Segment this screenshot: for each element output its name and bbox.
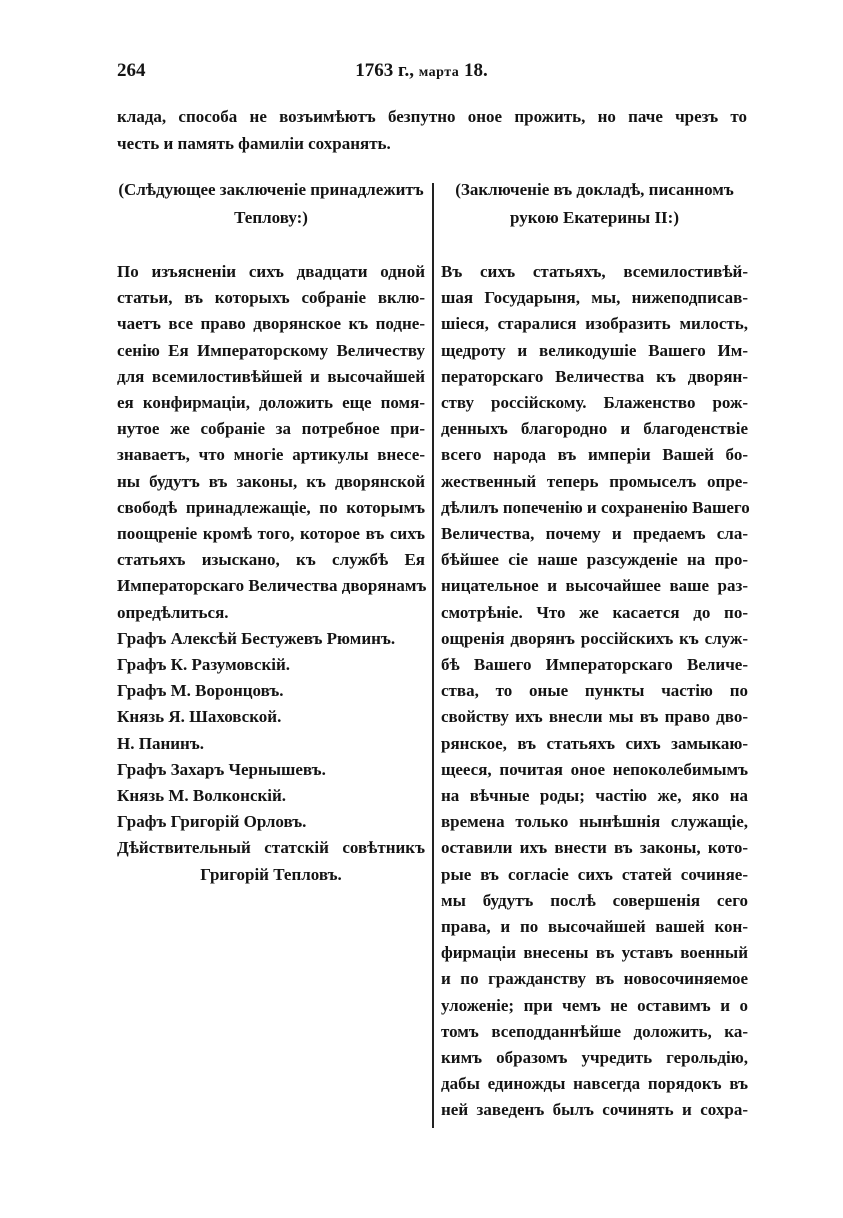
right-body-line: бѣ Вашего Императорскаго Величе-: [441, 655, 748, 674]
right-body-line: ператорскаго Величества къ дворян-: [441, 367, 748, 386]
right-body-line: шая Государыня, мы, нижеподписав-: [441, 288, 748, 307]
right-body-line: жественный теперь промыселъ опре-: [441, 472, 748, 491]
right-body-line: фирмацiи внесены въ уставъ военный: [441, 943, 748, 962]
right-body-line: на вѣчные роды; частiю же, яко на: [441, 786, 748, 805]
signature-line: Графъ Алексѣй Бестужевъ Рюминъ.: [117, 629, 396, 648]
left-body-line: свободѣ принадлежащiе, по которымъ: [117, 498, 425, 517]
right-body-line: рые въ согласiе сихъ статей сочиняе-: [441, 865, 748, 884]
page-number: 264: [117, 60, 146, 81]
right-body-line: оставили ихъ внести въ законы, кото-: [441, 838, 748, 857]
left-heading-line: Теплову:): [234, 208, 308, 227]
signature-line: Дѣйствительный статскiй совѣтникъ: [117, 838, 425, 857]
intro-line: честь и память фамилiи сохранять.: [117, 134, 391, 153]
signature-line: Князь Я. Шаховской.: [117, 707, 282, 726]
signature-line: Григорiй Тепловъ.: [200, 865, 342, 884]
right-body-line: рянское, въ статьяхъ сихъ замыкаю-: [441, 734, 748, 753]
left-body-line: для всемилостивѣйшей и высочайшей: [117, 367, 425, 386]
left-body-line: статьяхъ изыскано, къ службѣ Ея: [117, 550, 425, 569]
right-heading-line: рукою Екатерины II:): [510, 208, 679, 227]
right-body-line: мы будутъ послѣ совершенiя сего: [441, 891, 748, 910]
signature-line: Графъ Захаръ Чернышевъ.: [117, 760, 326, 779]
right-body-line: права, и по высочайшей вашей кон-: [441, 917, 748, 936]
right-body-line: щееся, почитая оное непоколебимымъ: [441, 760, 748, 779]
right-body-line: ству россiйскому. Блаженство рож-: [441, 393, 748, 412]
right-body-line: Въ сихъ статьяхъ, всемилостивѣй-: [441, 262, 748, 281]
right-body-line: дабы единожды навсегда порядокъ въ: [441, 1074, 748, 1093]
running-head-day: 18.: [459, 60, 488, 81]
left-body-line: чаетъ все право дворянское къ подне-: [117, 314, 425, 333]
right-body-line: бѣйшее сiе наше разсужденiе на про-: [441, 550, 748, 569]
right-body-line: времена только нынѣшнiя служащiе,: [441, 812, 748, 831]
column-divider: [432, 183, 434, 1128]
right-body-line: ощренiя дворянъ россiйскихъ къ служ-: [441, 629, 748, 648]
running-head-year: 1763 г.,: [355, 60, 419, 81]
left-body-line: нутое же собранiе за потребное при-: [117, 419, 425, 438]
signature-line: Графъ Григорiй Орловъ.: [117, 812, 307, 831]
running-head: [0, 60, 843, 82]
right-body-line: смотрѣнiе. Что же касается до по-: [441, 603, 748, 622]
left-body-line: По изъясненiи сихъ двадцати одной: [117, 262, 425, 281]
left-body-line: статьи, въ которыхъ собранiе вклю-: [117, 288, 425, 307]
right-body-line: томъ всеподданнѣйше доложить, ка-: [441, 1022, 748, 1041]
left-body-line: Императорскаго Величества дворянамъ: [117, 576, 427, 595]
left-body-line: знаваетъ, что многiе артикулы внесе-: [117, 445, 425, 464]
left-body-line: ея конфирмацiи, доложить еще помя-: [117, 393, 425, 412]
right-body-line: и по гражданству въ новосочиняемое: [441, 969, 748, 988]
right-body-line: всего народа въ имперiи Вашей бо-: [441, 445, 748, 464]
right-body-line: Величества, почему и предаемъ сла-: [441, 524, 748, 543]
left-body-line: сенiю Ея Императорскому Величеству: [117, 341, 425, 360]
right-body-line: ницательное и высочайшее ваше раз-: [441, 576, 748, 595]
right-body-line: ней заведенъ былъ сочинять и сохра-: [441, 1100, 748, 1119]
right-body-line: кимъ образомъ учредить герольдiю,: [441, 1048, 748, 1067]
right-body-line: уложенiе; при чемъ не оставимъ и о: [441, 996, 748, 1015]
left-heading-line: (Слѣдующее заключенiе принадлежитъ: [118, 180, 424, 199]
right-body-line: ства, то оные пункты частiю по: [441, 681, 748, 700]
right-body-line: дѣлилъ попеченiю и сохраненiю Вашего: [441, 498, 750, 517]
signature-line: Н. Панинъ.: [117, 734, 204, 753]
right-body-line: шiеся, старалися изобразить милость,: [441, 314, 748, 333]
left-body-line: опредѣлиться.: [117, 603, 229, 622]
right-heading-line: (Заключенiе въ докладѣ, писанномъ: [455, 180, 734, 199]
signature-line: Князь М. Волконскiй.: [117, 786, 287, 805]
right-body-line: свойству ихъ внесли мы въ право дво-: [441, 707, 748, 726]
running-head-month: марта: [418, 65, 460, 80]
signature-line: Графъ К. Разумовскiй.: [117, 655, 291, 674]
left-body-line: поощренiе кромѣ того, которое въ сихъ: [117, 524, 425, 543]
left-body-line: ны будутъ въ законы, къ дворянской: [117, 472, 425, 491]
signature-line: Графъ М. Воронцовъ.: [117, 681, 284, 700]
right-body-line: щедроту и великодушiе Вашего Им-: [441, 341, 748, 360]
intro-line: клада, способа не возъимѣютъ безпутно оное прожить, но паче чрезъ то: [117, 107, 747, 126]
right-body-line: денныхъ благородно и благоденствiе: [441, 419, 748, 438]
